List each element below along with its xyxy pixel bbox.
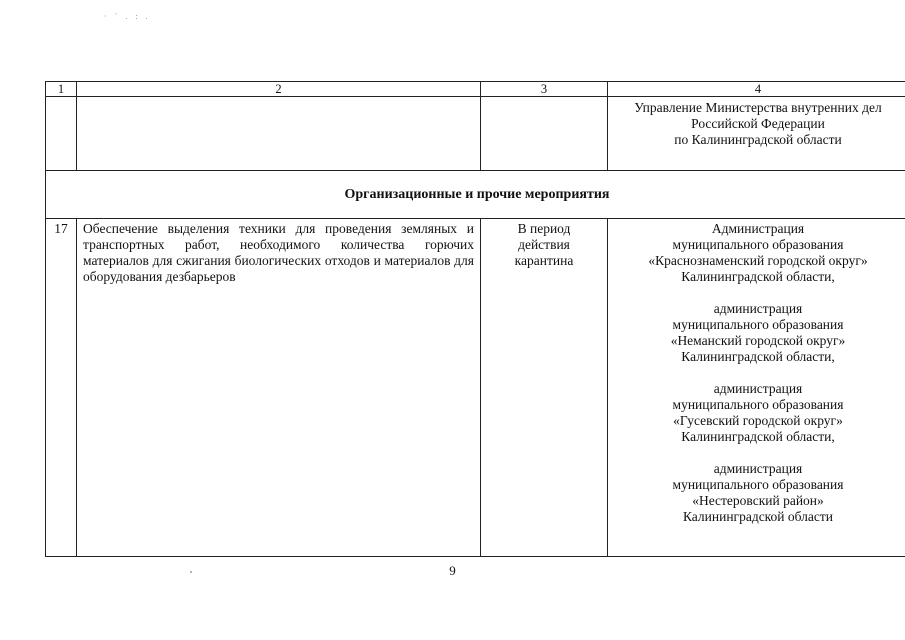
responsible-line: «Нестеровский район» bbox=[692, 493, 824, 508]
column-number-row bbox=[46, 82, 905, 97]
column-number-1: 1 bbox=[46, 82, 77, 97]
measure-number: 17 bbox=[46, 219, 77, 557]
responsible-organization bbox=[612, 221, 904, 285]
continuation-event-cell bbox=[77, 97, 481, 171]
continuation-term-cell bbox=[481, 97, 608, 171]
responsible-line: муниципального образования bbox=[672, 317, 844, 332]
responsible-line: Калининградской области, bbox=[681, 349, 835, 364]
responsible-line: Калининградской области, bbox=[681, 269, 835, 284]
measure-description: Обеспечение выделения техники для проведения земляных и транспортных работ, необходимого количества горючих материалов для сжигания биологических отходов и материалов для оборудования дезбарьеров bbox=[77, 219, 481, 557]
column-number-2: 2 bbox=[77, 82, 481, 97]
responsible-line: администрация bbox=[713, 301, 803, 316]
term-line: карантина bbox=[514, 253, 574, 268]
term-line: действия bbox=[518, 237, 570, 252]
responsible-line: муниципального образования bbox=[672, 477, 844, 492]
responsible-organization bbox=[612, 381, 904, 445]
responsible-line: Администрация bbox=[711, 221, 805, 236]
measures-table bbox=[45, 81, 905, 557]
responsible-line: Управление Министерства внутренних дел bbox=[634, 100, 882, 115]
responsible-line: Российской Федерации bbox=[691, 116, 825, 131]
responsible-line: «Неманский городской округ» bbox=[670, 333, 846, 348]
responsible-line: по Калининградской области bbox=[674, 132, 842, 147]
responsible-organization bbox=[612, 461, 904, 525]
page-number: 9 bbox=[449, 563, 456, 578]
section-row bbox=[46, 171, 905, 219]
measure-row-17 bbox=[46, 219, 905, 557]
responsible-line: администрация bbox=[713, 461, 803, 476]
term-line: В период bbox=[517, 221, 571, 236]
responsible-line: «Гусевский городской округ» bbox=[673, 413, 843, 428]
column-number-4: 4 bbox=[608, 82, 905, 97]
continuation-number-cell bbox=[46, 97, 77, 171]
continuation-responsible-cell bbox=[608, 97, 905, 171]
responsible-line: муниципального образования bbox=[672, 237, 844, 252]
responsible-organization bbox=[612, 301, 904, 365]
continuation-row bbox=[46, 97, 905, 171]
responsible-line: Калининградской области, bbox=[681, 429, 835, 444]
responsible-line: администрация bbox=[713, 381, 803, 396]
measure-responsible bbox=[608, 219, 905, 557]
scan-artifact: · ` . : . bbox=[104, 12, 151, 21]
responsible-line: муниципального образования bbox=[672, 397, 844, 412]
measure-term bbox=[481, 219, 608, 557]
column-number-3: 3 bbox=[481, 82, 608, 97]
section-title: Организационные и прочие мероприятия bbox=[46, 171, 905, 219]
responsible-line: «Краснознаменский городской округ» bbox=[648, 253, 868, 268]
responsible-line: Калининградской области bbox=[682, 509, 834, 524]
